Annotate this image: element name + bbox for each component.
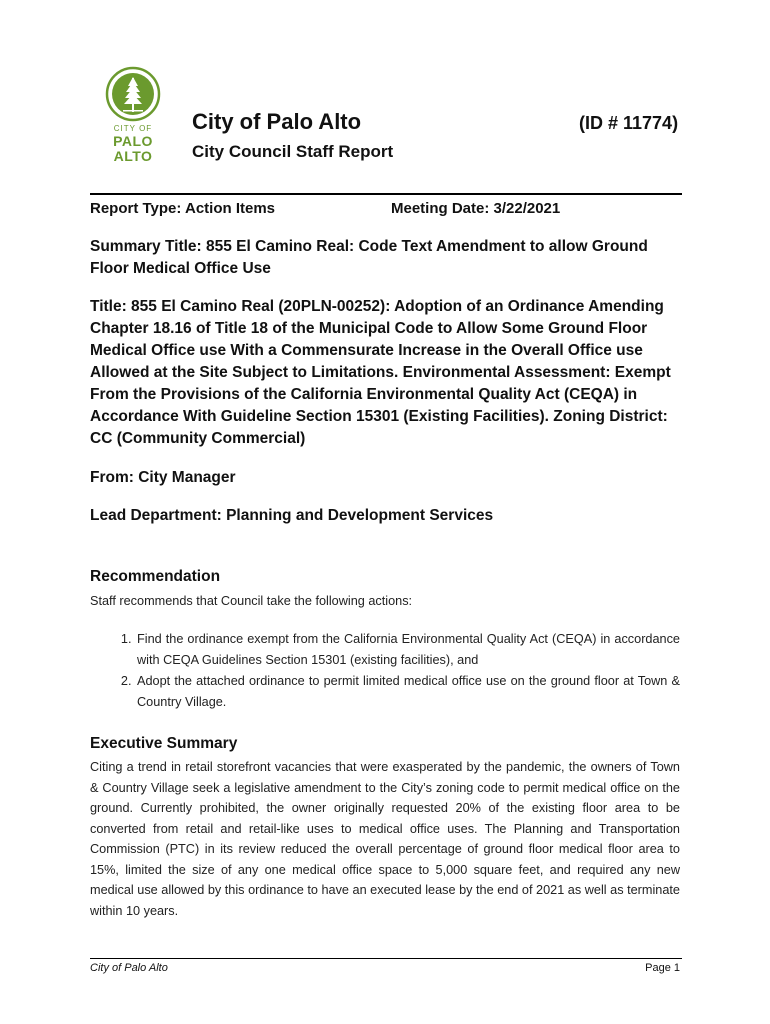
palo-alto-tree-icon bbox=[105, 66, 161, 122]
recommendation-heading: Recommendation bbox=[90, 568, 221, 585]
executive-summary-text: Citing a trend in retail storefront vacancies that were exasperated by the pandemic, the owners of Town & Country Village seek a legislative amendment to the City’s zoning code to permit medical office on the ground. Currently prohibited, the owner originally requested 20% of the existing floor area to be converted from retail and retail-like uses to medical office uses. The Planning and Transportation Commission (PTC) in its review reduced the overall percentage of ground floor medical floor area to 15%, limited the size of any one medical office space to 5,000 square feet, and required any new medical use allowed by this ordinance to have an executed lease by the end of 2021 as well as terminate within 10 years. bbox=[90, 760, 680, 918]
page-title: City of Palo Alto bbox=[192, 109, 362, 134]
list-item: 2. Adopt the attached ordinance to permit limited medical office use on the ground floor at Town & Country Village. bbox=[135, 671, 680, 713]
report-id: (ID # 11774) bbox=[579, 113, 679, 133]
lead-department: Lead Department: Planning and Development Services bbox=[90, 507, 494, 524]
footer-city: City of Palo Alto bbox=[90, 962, 168, 974]
executive-summary-heading: Executive Summary bbox=[90, 735, 238, 752]
list-item: 1. Find the ordinance exempt from the California Environmental Quality Act (CEQA) in accordance with CEQA Guidelines Section 15301 (existing facilities), and bbox=[135, 629, 680, 671]
city-logo bbox=[105, 66, 161, 164]
report-type: Report Type: Action Items bbox=[90, 200, 276, 217]
recommendation-list bbox=[90, 629, 680, 713]
logo-text-city-of: CITY OF bbox=[113, 124, 153, 133]
report-subtitle: City Council Staff Report bbox=[192, 142, 394, 161]
logo-text-palo: PALO bbox=[113, 133, 153, 149]
summary-title: Summary Title: 855 El Camino Real: Code Text Amendment to allow Ground Floor Medical Office Use bbox=[90, 238, 648, 277]
header-divider bbox=[90, 193, 682, 195]
logo-text-alto: ALTO bbox=[113, 148, 153, 164]
recommendation-intro: Staff recommends that Council take the following actions: bbox=[90, 594, 413, 608]
footer-divider bbox=[90, 958, 682, 959]
from-line: From: City Manager bbox=[90, 469, 236, 486]
page-number: Page 1 bbox=[645, 962, 680, 974]
meeting-date: Meeting Date: 3/22/2021 bbox=[391, 200, 561, 217]
report-title: Title: 855 El Camino Real (20PLN-00252): Adoption of an Ordinance Amending Chapter 18.16 of Title 18 of the Municipal Code to Allow Some Ground Floor Medical Office use With a Commensurate Increase in the Overall Office use Allowed at the Site Subject to Limitations. Environmental Assessment: Exempt From the Provisions of the California Environmental Quality Act (CEQA) in Accordance With Guideline Section 15301 (Existing Facilities). Zoning District: CC (Community Commercial) bbox=[90, 298, 671, 447]
